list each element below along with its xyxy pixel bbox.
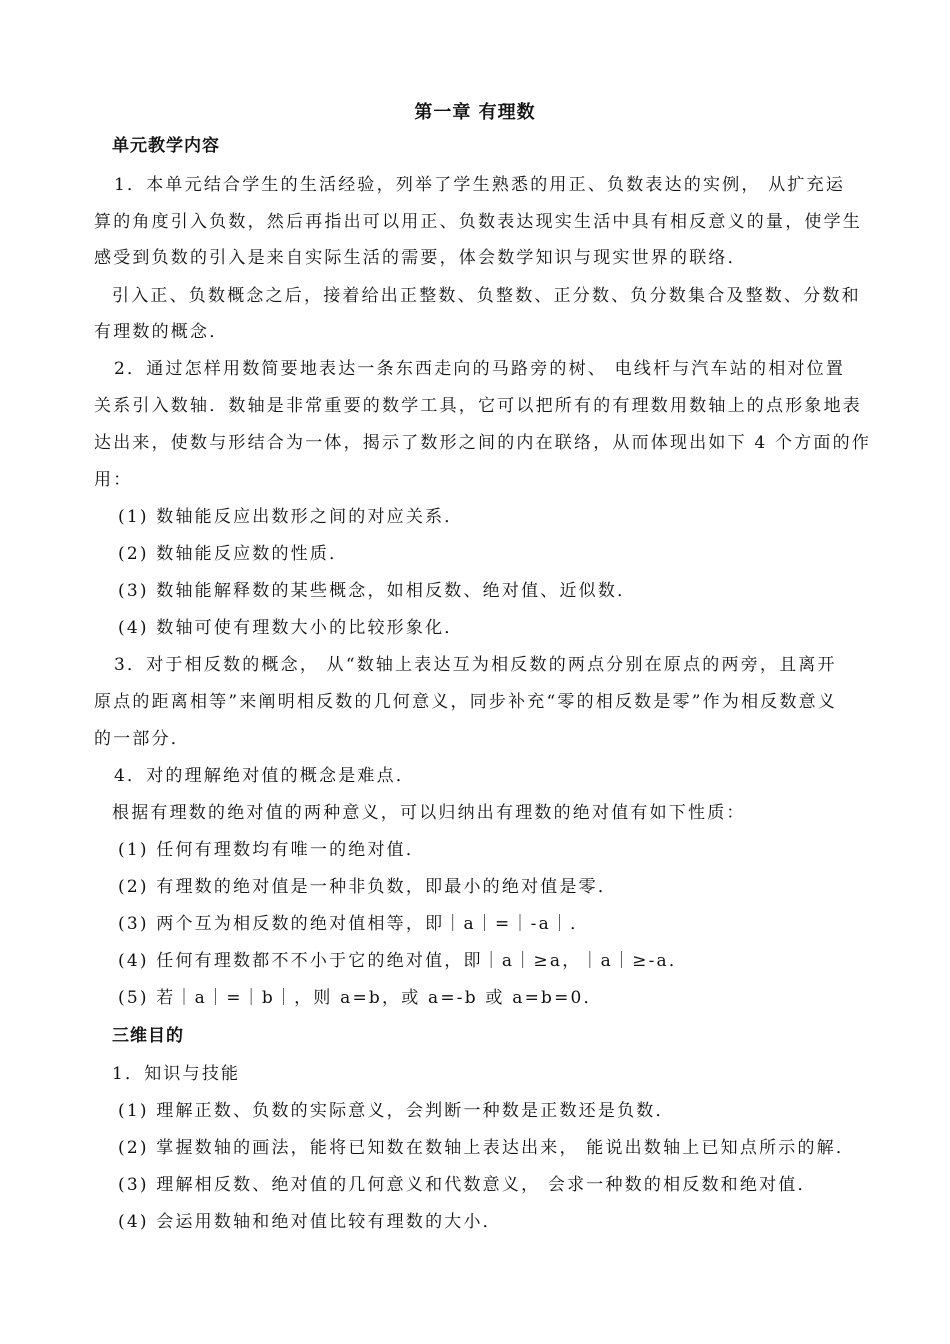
section-heading-three-dimensional-goals: 三维目的 xyxy=(112,1026,184,1046)
list-item: (4) 数轴可使有理数大小的比较形象化． xyxy=(118,618,464,638)
list-item: (4) 任何有理数都不不小于它的绝对值，即｜a｜≥a，｜a｜≥-a． xyxy=(118,951,689,971)
list-item: (4) 会运用数轴和绝对值比较有理数的大小． xyxy=(118,1212,502,1232)
paragraph-line: 引入正、负数概念之后，接着给出正整数、负整数、正分数、负分数集合及整数、分数和 xyxy=(112,286,861,306)
list-item: (1) 任何有理数均有唯一的绝对值． xyxy=(118,840,426,860)
paragraph-line: 感受到负数的引入是来自实际生活的需要，体会数学知识与现实世界的联络． xyxy=(94,248,747,268)
paragraph-line: 根据有理数的绝对值的两种意义，可以归纳出有理数的绝对值有如下性质： xyxy=(112,803,746,823)
paragraph-line: 原点的距离相等”来阐明相反数的几何意义，同步补充“零的相反数是零”作为相反数意义 xyxy=(94,692,838,712)
list-item: (2) 数轴能反应数的性质． xyxy=(118,544,349,564)
list-item: (3) 数轴能解释数的某些概念，如相反数、绝对值、近似数． xyxy=(118,581,637,601)
list-item: (1) 理解正数、负数的实际意义，会判断一种数是正数还是负数． xyxy=(118,1101,675,1121)
paragraph-line: 用： xyxy=(94,470,133,490)
chapter-title: 第一章 有理数 xyxy=(414,102,536,123)
paragraph-line: 关系引入数轴．数轴是非常重要的数学工具，它可以把所有的有理数用数轴上的点形象地表 xyxy=(94,396,862,416)
paragraph-line: 2．通过怎样用数简要地表达一条东西走向的马路旁的树、 电线杆与汽车站的相对位置 xyxy=(114,359,846,379)
list-item: (5) 若｜a｜=｜b｜，则 a=b，或 a=-b 或 a=b=0． xyxy=(118,988,603,1008)
paragraph-line: 4．对的理解绝对值的概念是难点． xyxy=(114,766,416,786)
list-item: (2) 掌握数轴的画法，能将已知数在数轴上表达出来， 能说出数轴上已知点所示的解． xyxy=(118,1138,856,1158)
paragraph-line: 有理数的概念． xyxy=(94,322,229,342)
section-heading-teaching-content: 单元教学内容 xyxy=(112,136,220,156)
paragraph-line: 达出来，使数与形结合为一体，揭示了数形之间的内在联络，从而体现出如下 4 个方面的作 xyxy=(94,433,872,453)
list-item: (3) 两个互为相反数的绝对值相等，即｜a｜=｜-a｜． xyxy=(118,914,590,934)
paragraph-line: 的一部分． xyxy=(94,729,190,749)
subsection-heading: 1．知识与技能 xyxy=(112,1064,241,1084)
paragraph-line: 3．对于相反数的概念， 从“数轴上表达互为相反数的两点分别在原点的两旁，且离开 xyxy=(114,655,837,675)
paragraph-line: 算的角度引入负数，然后再指出可以用正、负数表达现实生活中具有相反意义的量，使学生 xyxy=(94,212,862,232)
list-item: (2) 有理数的绝对值是一种非负数，即最小的绝对值是零． xyxy=(118,877,618,897)
list-item: (3) 理解相反数、绝对值的几何意义和代数意义， 会求一种数的相反数和绝对值． xyxy=(118,1175,817,1195)
paragraph-line: 1．本单元结合学生的生活经验，列举了学生熟悉的用正、负数表达的实例， 从扩充运 xyxy=(114,175,846,195)
list-item: (1) 数轴能反应出数形之间的对应关系． xyxy=(118,507,464,527)
